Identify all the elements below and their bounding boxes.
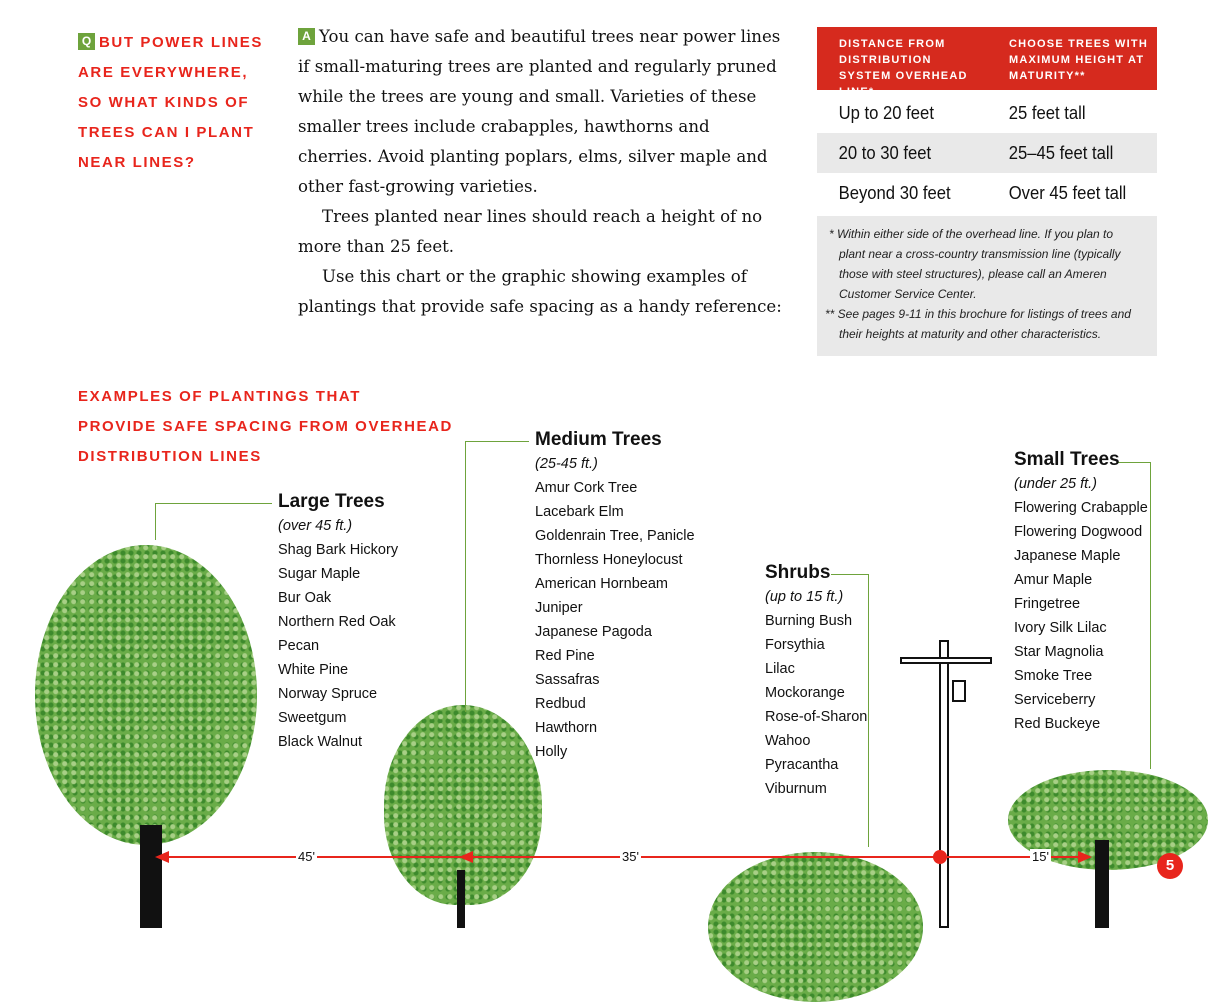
q-badge: Q: [78, 33, 95, 50]
cell: Beyond 30 feet: [838, 182, 951, 203]
list-item: Fringetree: [1014, 596, 1081, 612]
large-tree-illustration: [35, 545, 257, 845]
table-footnotes: [817, 216, 1157, 356]
a-badge: A: [298, 28, 315, 45]
list-range: (up to 15 ft.): [765, 589, 844, 605]
question-line: SO WHAT KINDS OF: [78, 94, 250, 111]
list-item: Smoke Tree: [1014, 668, 1093, 684]
list-item: Hawthorn: [535, 720, 598, 736]
list-item: American Hornbeam: [535, 576, 668, 592]
list-item: Red Buckeye: [1014, 716, 1101, 732]
list-item: Red Pine: [535, 648, 595, 664]
list-item: Northern Red Oak: [278, 614, 396, 630]
answer-paragraph: Use this chart or the graphic showing examples of plantings that provide safe spacing as a handy reference:: [298, 267, 782, 316]
list-item: Holly: [535, 744, 568, 760]
list-range: (under 25 ft.): [1014, 476, 1098, 492]
leader-line: [465, 441, 529, 712]
table-row: [817, 133, 1157, 173]
list-item: Star Magnolia: [1014, 644, 1104, 660]
cell: 25 feet tall: [1008, 102, 1086, 123]
list-item: Wahoo: [765, 733, 811, 749]
pole-marker-dot: [933, 850, 947, 864]
distance-label: 15': [1032, 849, 1049, 864]
shrubs-list: [765, 561, 867, 801]
list-item: White Pine: [278, 662, 349, 678]
utility-pole: [939, 640, 949, 928]
heading-line: PROVIDE SAFE SPACING FROM OVERHEAD: [78, 418, 453, 435]
list-item: Burning Bush: [765, 613, 853, 629]
list-title: Large Trees: [278, 491, 385, 512]
list-title: Medium Trees: [535, 429, 662, 450]
small-tree-trunk: [1095, 840, 1109, 928]
list-item: Sugar Maple: [278, 566, 361, 582]
list-item: Norway Spruce: [278, 686, 378, 702]
list-item: Ivory Silk Lilac: [1014, 620, 1107, 636]
list-item: Shag Bark Hickory: [278, 542, 399, 558]
list-item: Viburnum: [765, 781, 827, 797]
arrow-right-icon: [1078, 851, 1092, 863]
list-item: Sassafras: [535, 672, 600, 688]
table-header: CHOOSE TREES WITH MAXIMUM HEIGHT AT MATURITY**: [1009, 38, 1148, 82]
large-trees-list: [278, 490, 398, 754]
distance-label: 45': [298, 849, 315, 864]
list-item: Amur Cork Tree: [535, 480, 638, 496]
question: [78, 28, 278, 178]
list-title: Shrubs: [765, 562, 831, 583]
list-item: Forsythia: [765, 637, 825, 653]
shrub-illustration: [708, 852, 923, 1002]
leader-line: [155, 503, 272, 540]
answer-paragraph: Trees planted near lines should reach a height of no more than 25 feet.: [298, 207, 763, 256]
table-row: [817, 93, 1157, 133]
table-header: DISTANCE FROM DISTRIBUTION SYSTEM OVERHEAD LINE*: [839, 38, 968, 98]
list-item: Redbud: [535, 696, 586, 712]
list-item: Lacebark Elm: [535, 504, 624, 520]
table-row: [817, 173, 1157, 213]
answer: [298, 22, 788, 322]
cell: 25–45 feet tall: [1008, 142, 1114, 163]
small-trees-list: [1014, 448, 1148, 736]
list-item: Serviceberry: [1014, 692, 1096, 708]
distance-label: 35': [622, 849, 639, 864]
cell: Up to 20 feet: [838, 102, 934, 123]
question-line: TREES CAN I PLANT: [78, 124, 255, 141]
list-item: Flowering Dogwood: [1014, 524, 1143, 540]
list-item: Pecan: [278, 638, 320, 654]
question-line: ARE EVERYWHERE,: [78, 64, 249, 81]
answer-paragraph: You can have safe and beautiful trees near power lines if small-maturing trees are planted and regularly pruned while the trees are young and small. Varieties of these smaller trees include crabapples, hawthorns and cherries. Avoid planting poplars, elms, silver maple and other fast-growing varieties.: [298, 27, 781, 196]
heading-line: EXAMPLES OF PLANTINGS THAT: [78, 388, 361, 405]
list-item: Rose-of-Sharon: [765, 709, 868, 725]
list-item: Juniper: [535, 600, 583, 616]
list-range: (over 45 ft.): [278, 518, 353, 534]
page-number: 5: [1157, 853, 1183, 879]
cell: 20 to 30 feet: [838, 142, 932, 163]
footnote: * Within either side of the overhead line. If you plan to plant near a cross-country transmission line (typically those with steel structures), please call an Ameren Customer Service Center.: [829, 227, 1121, 301]
list-item: Black Walnut: [278, 734, 363, 750]
list-item: Mockorange: [765, 685, 845, 701]
transformer-icon: [952, 680, 966, 702]
medium-trees-list: [535, 428, 695, 764]
list-title: Small Trees: [1014, 449, 1120, 470]
heading-line: DISTRIBUTION LINES: [78, 448, 262, 465]
medium-tree-trunk: [457, 870, 465, 928]
list-range: (25-45 ft.): [535, 456, 598, 472]
list-item: Bur Oak: [278, 590, 332, 606]
list-item: Japanese Maple: [1014, 548, 1121, 564]
list-item: Lilac: [765, 661, 795, 677]
question-line: NEAR LINES?: [78, 154, 196, 171]
pole-crossarm: [900, 657, 992, 664]
list-item: Flowering Crabapple: [1014, 500, 1148, 516]
list-item: Sweetgum: [278, 710, 347, 726]
large-tree-trunk: [140, 825, 162, 928]
list-item: Goldenrain Tree, Panicle: [535, 528, 695, 544]
examples-heading: [78, 382, 453, 472]
question-line: BUT POWER LINES: [99, 34, 264, 51]
cell: Over 45 feet tall: [1008, 182, 1127, 203]
list-item: Japanese Pagoda: [535, 624, 652, 640]
arrow-left-icon: [155, 851, 169, 863]
list-item: Pyracantha: [765, 757, 839, 773]
spacing-table: [817, 27, 1157, 356]
footnote: ** See pages 9-11 in this brochure for listings of trees and their heights at maturity and other characteristics.: [825, 307, 1131, 341]
list-item: Amur Maple: [1014, 572, 1093, 588]
arrow-left-icon: [459, 851, 473, 863]
list-item: Thornless Honeylocust: [535, 552, 683, 568]
